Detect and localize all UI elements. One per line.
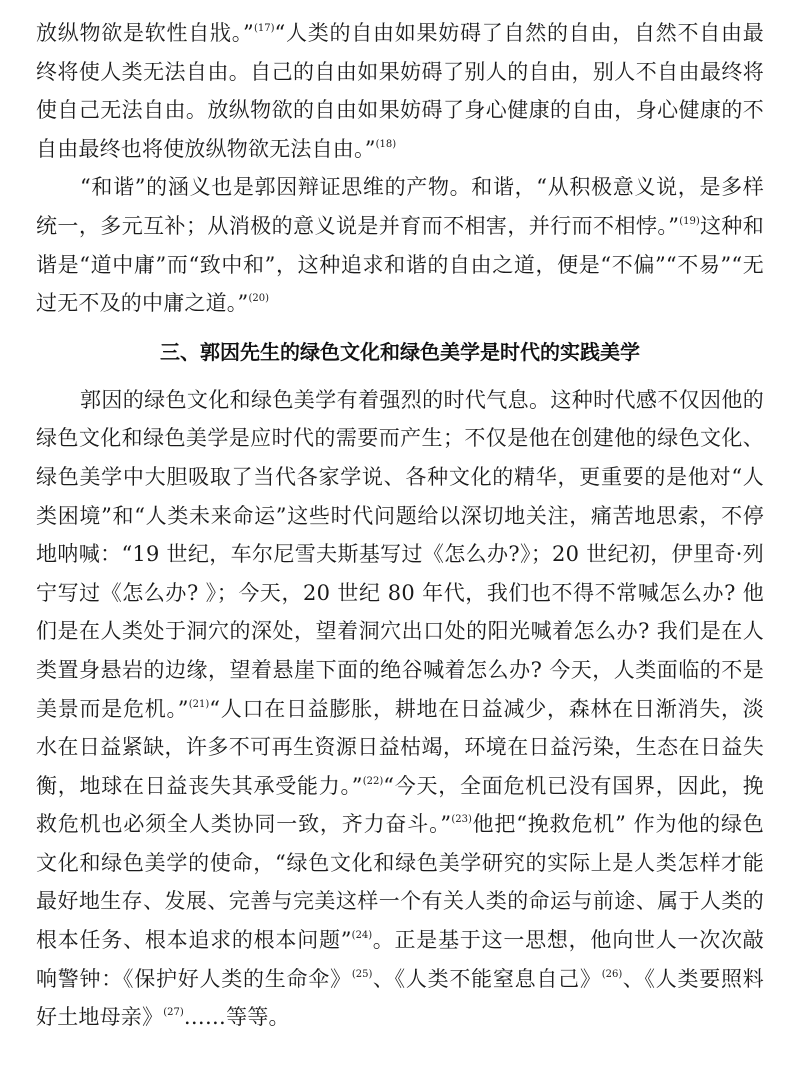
footnote-marker: (23)	[451, 814, 472, 826]
footnote-marker: (21)	[188, 698, 210, 710]
body-text-before-heading	[36, 14, 764, 323]
text-segment: “今天，全面危机已没有国界，因此，挽救危机也必须全人类协同一致，齐力奋斗。”	[36, 773, 764, 837]
footnote-marker: (22)	[362, 775, 384, 787]
text-segment: “人类的自由如果妨碍了自然的自由，自然不自由最终将使人类无法自由。自己的自由如果妨碍了别人的自由，别人不自由最终将使自己无法自由。放纵物欲的自由如果妨碍了身心健康的自由，身心健康的不自由最终也将使放纵物欲无法自由。”	[36, 21, 764, 161]
footnote-marker: (24)	[351, 930, 373, 942]
body-text-after-heading	[36, 381, 764, 1037]
footnote-marker: (18)	[375, 138, 397, 150]
text-segment: 郭因的绿色文化和绿色美学有着强烈的时代气息。这种时代感不仅因他的绿色文化和绿色美学是应时代的需要而产生；不仅是他在创建他的绿色文化、绿色美学中大胆吸取了当代各家学说、各种文化的精华，更重要的是他对“人类困境”和“人类未来命运”这些时代问题给以深切地关注，痛苦地思索，不停地呐喊：“19 世纪，车尔尼雪夫斯基写过《怎么办?》；20 世纪初，伊里奇·列宁写过《怎么办? 》；今天，20 世纪 80 年代，我们也不得不常喊怎么办? 他们是在人类处于洞穴的深处，望着洞穴出口处的阳光喊着怎么办? 我们是在人类置身悬岩的边缘，望着悬崖下面的绝谷喊着怎么办? 今天，人类面临的不是美景而是危机。”	[36, 387, 764, 721]
text-segment: 、《人类不能窒息自己》	[372, 966, 602, 991]
text-segment: 这种和谐是“道中庸”而“致中和”，这种追求和谐的自由之道，便是“不偏”“不易”“无过无不及的中庸之道。”	[36, 213, 764, 316]
paragraph	[36, 381, 764, 1037]
text-segment: “和谐”的涵义也是郭因辩证思维的产物。和谐，“从积极意义说，是多样统一，多元互补；从消极的意义说是并育而不相害，并行而不相悖。”	[36, 175, 764, 238]
text-segment: 他把“挽救危机” 作为他的绿色文化和绿色美学的使命，“绿色文化和绿色美学研究的实际上是人类怎样才能最好地生存、发展、完善与完美这样一个有关人类的命运与前途、属于人类的根本任务、根本追求的根本问题”	[36, 812, 764, 953]
section-heading: 三、郭因先生的绿色文化和绿色美学是时代的实践美学	[160, 339, 640, 364]
paragraph	[36, 14, 764, 168]
footnote-marker: (25)	[351, 968, 373, 980]
text-segment: 、《人类要照料好土地母亲》	[36, 966, 765, 1030]
text-segment: 。正是基于这一思想，他向世人一次次敲响警钟：《保护好人类的生命伞》	[36, 928, 764, 991]
text-segment: ……等等。	[183, 1005, 290, 1030]
text-segment: 放纵物欲是软性自戕。”	[36, 21, 254, 45]
footnote-marker: (17)	[253, 23, 275, 34]
footnote-marker: (27)	[163, 1007, 184, 1019]
footnote-marker: (19)	[679, 215, 700, 227]
text-segment: “人口在日益膨胀，耕地在日益减少，森林在日渐消失，淡水在日益紧缺，许多不可再生资源日益枯竭，环境在日益污染，生态在日益失衡，地球在日益丧失其承受能力。”	[36, 696, 765, 798]
footnote-marker: (20)	[248, 293, 269, 305]
footnote-marker: (26)	[601, 968, 623, 980]
paragraph	[36, 168, 764, 322]
document-page	[36, 14, 764, 1037]
